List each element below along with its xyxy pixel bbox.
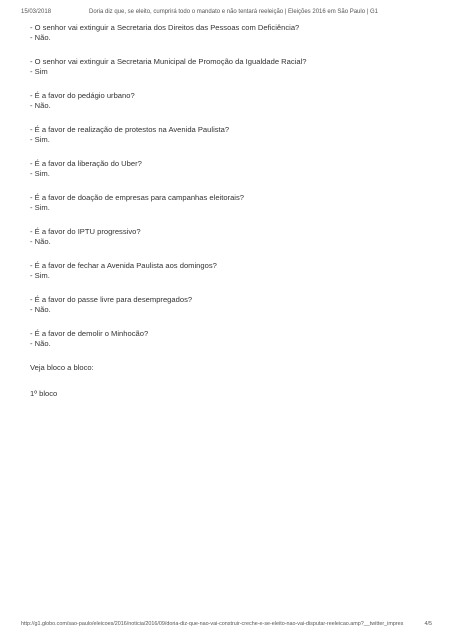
- answer-text: - Não.: [30, 339, 51, 348]
- qa-item: [30, 23, 430, 43]
- question-text: - É a favor de demolir o Minhocão?: [30, 329, 149, 338]
- qa-item: [30, 125, 430, 145]
- qa-item: [30, 159, 430, 179]
- print-date: 15/03/2018: [21, 9, 52, 15]
- answer-text: - Sim.: [30, 135, 50, 144]
- answer-text: - Sim.: [30, 271, 50, 280]
- question-text: - O senhor vai extinguir a Secretaria Municipal de Promoção da Igualdade Racial?: [30, 57, 307, 66]
- answer-text: - Não.: [30, 33, 51, 42]
- answer-text: - Sim.: [30, 169, 50, 178]
- article-body: [30, 23, 430, 415]
- question-text: - É a favor da liberação do Uber?: [30, 159, 142, 168]
- answer-text: - Sim.: [30, 203, 50, 212]
- answer-text: - Não.: [30, 101, 51, 110]
- print-footer: [21, 621, 432, 627]
- question-text: - É a favor de realização de protestos na Avenida Paulista?: [30, 125, 230, 134]
- print-header: [21, 9, 432, 15]
- question-text: - É a favor do pedágio urbano?: [30, 91, 135, 100]
- qa-item: [30, 295, 430, 315]
- answer-text: - Não.: [30, 237, 51, 246]
- qa-item: [30, 227, 430, 247]
- question-text: - O senhor vai extinguir a Secretaria dos Direitos das Pessoas com Deficiência?: [30, 23, 300, 32]
- block-heading: 1º bloco: [30, 389, 58, 398]
- qa-item: [30, 261, 430, 281]
- answer-text: - Sim: [30, 67, 48, 76]
- qa-item: [30, 91, 430, 111]
- question-text: - É a favor de fechar a Avenida Paulista aos domingos?: [30, 261, 217, 270]
- qa-item: [30, 57, 430, 77]
- print-page-title: Doria diz que, se eleito, cumprirá todo o mandato e não tentará reeleição | Eleições 2016 em São Paulo | G1: [89, 9, 378, 15]
- see-block-by-block-text: Veja bloco a bloco:: [30, 363, 94, 372]
- answer-text: - Não.: [30, 305, 51, 314]
- qa-item: [30, 193, 430, 213]
- page-number: 4/5: [424, 621, 432, 627]
- question-text: - É a favor do passe livre para desempregados?: [30, 295, 193, 304]
- print-url: http://g1.globo.com/sao-paulo/eleicoes/2016/noticia/2016/09/doria-diz-que-nao-vai-construir-creche-e-se-eleito-nao-vai-disputar-reeleicao.amp?__twitter_impres: [21, 621, 404, 627]
- question-text: - É a favor de doação de empresas para campanhas eleitorais?: [30, 193, 245, 202]
- question-text: - É a favor do IPTU progressivo?: [30, 227, 141, 236]
- qa-item: [30, 329, 430, 349]
